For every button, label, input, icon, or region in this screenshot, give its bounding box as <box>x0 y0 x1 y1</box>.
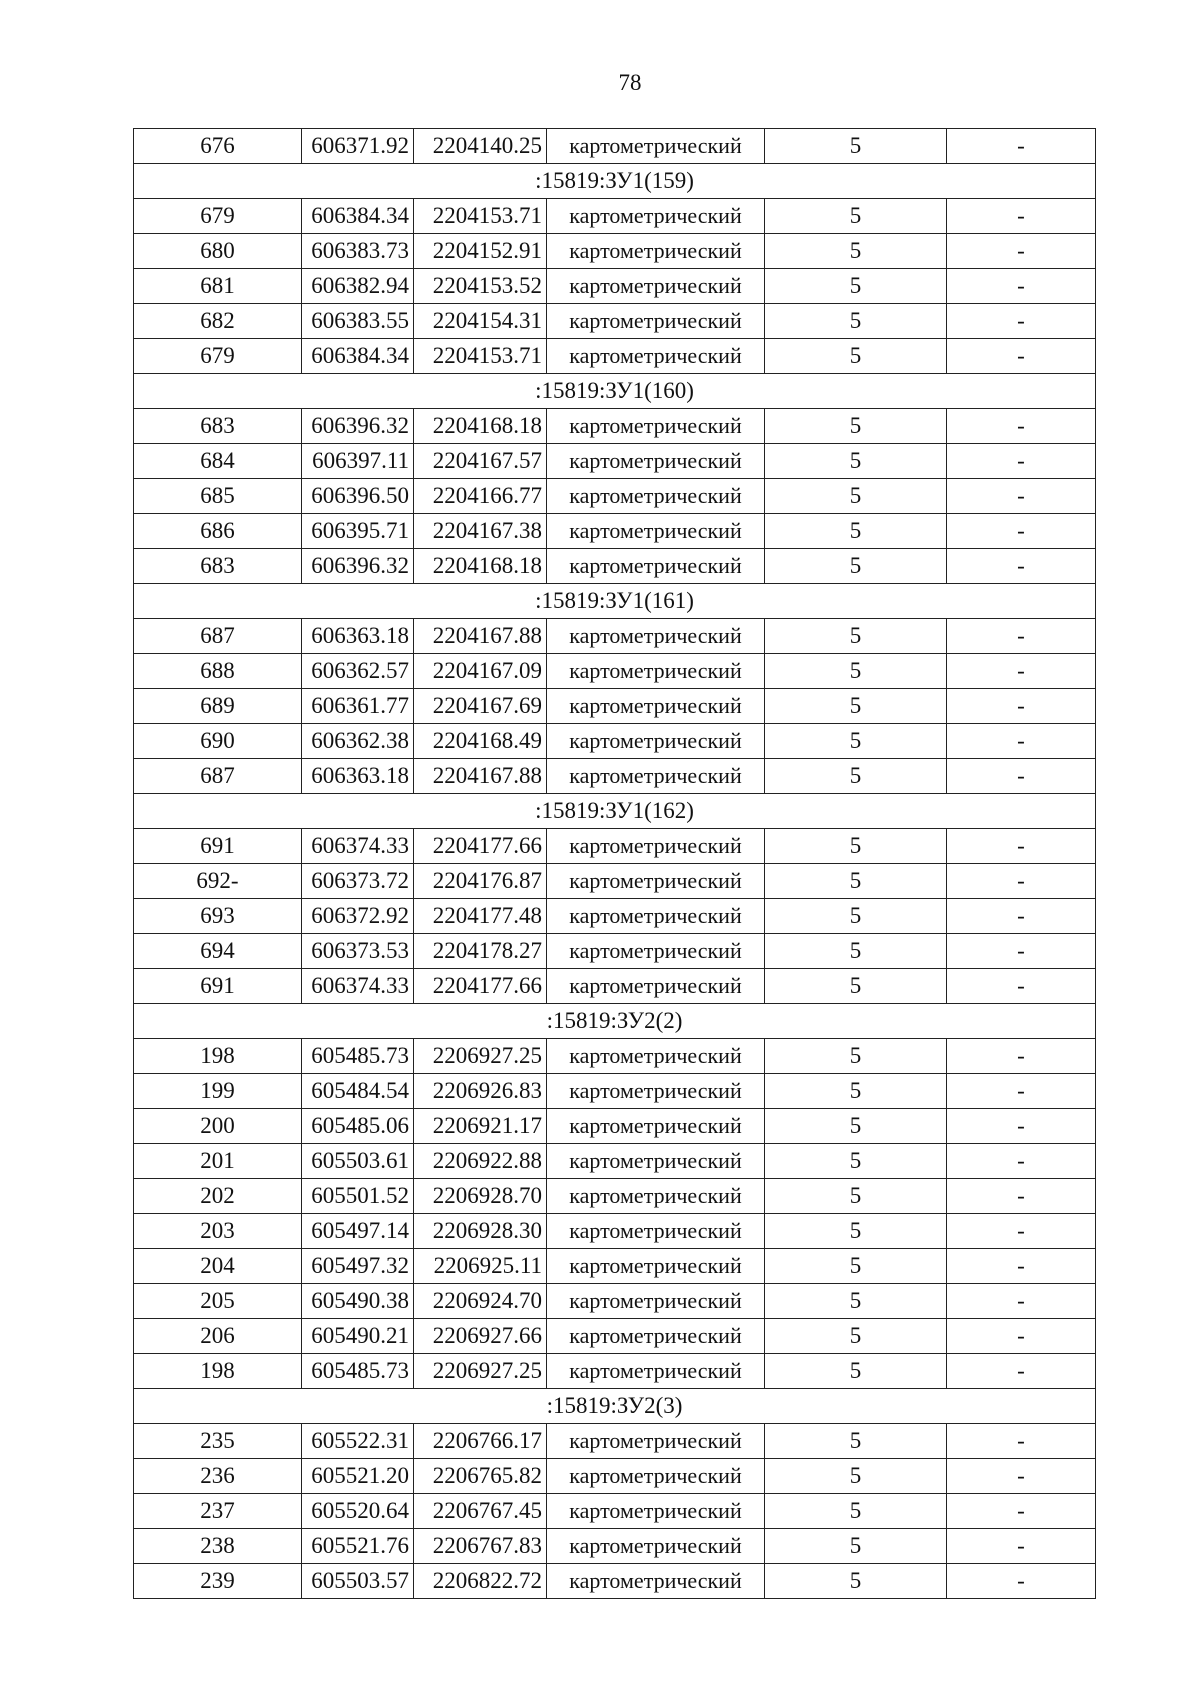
table-row <box>134 234 1096 269</box>
section-row <box>134 794 1096 829</box>
x-coordinate-cell: 605485.73 <box>302 1039 414 1074</box>
table-row <box>134 1109 1096 1144</box>
x-coordinate-cell: 606373.53 <box>302 934 414 969</box>
y-coordinate-cell: 2206928.70 <box>414 1179 547 1214</box>
method-cell: картометрический <box>547 864 765 899</box>
method-cell: картометрический <box>547 304 765 339</box>
note-cell: - <box>947 1494 1096 1529</box>
table-row <box>134 444 1096 479</box>
accuracy-cell: 5 <box>765 234 947 269</box>
y-coordinate-cell: 2206767.83 <box>414 1529 547 1564</box>
note-cell: - <box>947 1459 1096 1494</box>
y-coordinate-cell: 2204153.52 <box>414 269 547 304</box>
accuracy-cell: 5 <box>765 199 947 234</box>
method-cell: картометрический <box>547 409 765 444</box>
point-number-cell: 198 <box>134 1039 302 1074</box>
x-coordinate-cell: 605521.76 <box>302 1529 414 1564</box>
x-coordinate-cell: 605485.73 <box>302 1354 414 1389</box>
table-row <box>134 269 1096 304</box>
method-cell: картометрический <box>547 934 765 969</box>
table-row <box>134 1074 1096 1109</box>
note-cell: - <box>947 549 1096 584</box>
y-coordinate-cell: 2206767.45 <box>414 1494 547 1529</box>
table-row <box>134 1144 1096 1179</box>
table-row <box>134 759 1096 794</box>
accuracy-cell: 5 <box>765 339 947 374</box>
section-row <box>134 1389 1096 1424</box>
accuracy-cell: 5 <box>765 1109 947 1144</box>
method-cell: картометрический <box>547 1424 765 1459</box>
accuracy-cell: 5 <box>765 479 947 514</box>
x-coordinate-cell: 605501.52 <box>302 1179 414 1214</box>
accuracy-cell: 5 <box>765 549 947 584</box>
x-coordinate-cell: 605503.57 <box>302 1564 414 1599</box>
y-coordinate-cell: 2204177.66 <box>414 969 547 1004</box>
method-cell: картометрический <box>547 1179 765 1214</box>
x-coordinate-cell: 605521.20 <box>302 1459 414 1494</box>
x-coordinate-cell: 606383.73 <box>302 234 414 269</box>
table-row <box>134 1529 1096 1564</box>
method-cell: картометрический <box>547 759 765 794</box>
section-row <box>134 1004 1096 1039</box>
accuracy-cell: 5 <box>765 269 947 304</box>
point-number-cell: 686 <box>134 514 302 549</box>
table-row <box>134 1459 1096 1494</box>
accuracy-cell: 5 <box>765 304 947 339</box>
x-coordinate-cell: 605522.31 <box>302 1424 414 1459</box>
method-cell: картометрический <box>547 514 765 549</box>
accuracy-cell: 5 <box>765 1284 947 1319</box>
table-row <box>134 934 1096 969</box>
note-cell: - <box>947 724 1096 759</box>
accuracy-cell: 5 <box>765 1354 947 1389</box>
y-coordinate-cell: 2204167.09 <box>414 654 547 689</box>
accuracy-cell: 5 <box>765 409 947 444</box>
x-coordinate-cell: 606371.92 <box>302 129 414 164</box>
note-cell: - <box>947 1214 1096 1249</box>
point-number-cell: 200 <box>134 1109 302 1144</box>
page-number: 78 <box>618 70 642 95</box>
accuracy-cell: 5 <box>765 444 947 479</box>
coordinates-table-body <box>134 129 1096 1599</box>
method-cell: картометрический <box>547 724 765 759</box>
x-coordinate-cell: 606374.33 <box>302 829 414 864</box>
section-row <box>134 164 1096 199</box>
method-cell: картометрический <box>547 479 765 514</box>
x-coordinate-cell: 606396.50 <box>302 479 414 514</box>
accuracy-cell: 5 <box>765 934 947 969</box>
x-coordinate-cell: 606384.34 <box>302 339 414 374</box>
x-coordinate-cell: 606374.33 <box>302 969 414 1004</box>
note-cell: - <box>947 1284 1096 1319</box>
point-number-cell: 236 <box>134 1459 302 1494</box>
y-coordinate-cell: 2206822.72 <box>414 1564 547 1599</box>
note-cell: - <box>947 479 1096 514</box>
y-coordinate-cell: 2204167.88 <box>414 759 547 794</box>
y-coordinate-cell: 2204154.31 <box>414 304 547 339</box>
accuracy-cell: 5 <box>765 1249 947 1284</box>
table-row <box>134 514 1096 549</box>
section-row <box>134 584 1096 619</box>
accuracy-cell: 5 <box>765 899 947 934</box>
y-coordinate-cell: 2206926.83 <box>414 1074 547 1109</box>
method-cell: картометрический <box>547 339 765 374</box>
point-number-cell: 687 <box>134 619 302 654</box>
section-label: :15819:ЗУ2(2) <box>134 1004 1096 1039</box>
method-cell: картометрический <box>547 444 765 479</box>
table-row <box>134 724 1096 759</box>
method-cell: картометрический <box>547 1284 765 1319</box>
table-row <box>134 619 1096 654</box>
note-cell: - <box>947 339 1096 374</box>
note-cell: - <box>947 409 1096 444</box>
point-number-cell: 238 <box>134 1529 302 1564</box>
accuracy-cell: 5 <box>765 1179 947 1214</box>
point-number-cell: 689 <box>134 689 302 724</box>
y-coordinate-cell: 2204168.49 <box>414 724 547 759</box>
y-coordinate-cell: 2204167.57 <box>414 444 547 479</box>
method-cell: картометрический <box>547 654 765 689</box>
x-coordinate-cell: 606395.71 <box>302 514 414 549</box>
method-cell: картометрический <box>547 549 765 584</box>
note-cell: - <box>947 269 1096 304</box>
method-cell: картометрический <box>547 619 765 654</box>
accuracy-cell: 5 <box>765 1459 947 1494</box>
x-coordinate-cell: 606363.18 <box>302 759 414 794</box>
note-cell: - <box>947 1564 1096 1599</box>
method-cell: картометрический <box>547 269 765 304</box>
note-cell: - <box>947 1144 1096 1179</box>
method-cell: картометрический <box>547 1529 765 1564</box>
note-cell: - <box>947 199 1096 234</box>
section-label: :15819:ЗУ1(161) <box>134 584 1096 619</box>
note-cell: - <box>947 1354 1096 1389</box>
point-number-cell: 199 <box>134 1074 302 1109</box>
point-number-cell: 202 <box>134 1179 302 1214</box>
section-label: :15819:ЗУ1(159) <box>134 164 1096 199</box>
method-cell: картометрический <box>547 1074 765 1109</box>
point-number-cell: 679 <box>134 339 302 374</box>
y-coordinate-cell: 2206924.70 <box>414 1284 547 1319</box>
method-cell: картометрический <box>547 1564 765 1599</box>
method-cell: картометрический <box>547 899 765 934</box>
x-coordinate-cell: 605497.14 <box>302 1214 414 1249</box>
note-cell: - <box>947 444 1096 479</box>
point-number-cell: 694 <box>134 934 302 969</box>
note-cell: - <box>947 759 1096 794</box>
y-coordinate-cell: 2204177.66 <box>414 829 547 864</box>
method-cell: картометрический <box>547 689 765 724</box>
accuracy-cell: 5 <box>765 1494 947 1529</box>
point-number-cell: 691 <box>134 829 302 864</box>
y-coordinate-cell: 2204167.88 <box>414 619 547 654</box>
point-number-cell: 688 <box>134 654 302 689</box>
note-cell: - <box>947 829 1096 864</box>
section-label: :15819:ЗУ1(160) <box>134 374 1096 409</box>
method-cell: картометрический <box>547 1459 765 1494</box>
method-cell: картометрический <box>547 1354 765 1389</box>
point-number-cell: 680 <box>134 234 302 269</box>
point-number-cell: 683 <box>134 549 302 584</box>
y-coordinate-cell: 2206927.25 <box>414 1354 547 1389</box>
y-coordinate-cell: 2206921.17 <box>414 1109 547 1144</box>
x-coordinate-cell: 605484.54 <box>302 1074 414 1109</box>
x-coordinate-cell: 606384.34 <box>302 199 414 234</box>
method-cell: картометрический <box>547 969 765 1004</box>
accuracy-cell: 5 <box>765 1319 947 1354</box>
table-row <box>134 1214 1096 1249</box>
point-number-cell: 691 <box>134 969 302 1004</box>
section-label: :15819:ЗУ2(3) <box>134 1389 1096 1424</box>
y-coordinate-cell: 2206927.25 <box>414 1039 547 1074</box>
note-cell: - <box>947 899 1096 934</box>
y-coordinate-cell: 2204168.18 <box>414 549 547 584</box>
x-coordinate-cell: 606362.57 <box>302 654 414 689</box>
table-row <box>134 304 1096 339</box>
point-number-cell: 684 <box>134 444 302 479</box>
accuracy-cell: 5 <box>765 1564 947 1599</box>
table-row <box>134 899 1096 934</box>
note-cell: - <box>947 969 1096 1004</box>
y-coordinate-cell: 2206765.82 <box>414 1459 547 1494</box>
point-number-cell: 682 <box>134 304 302 339</box>
x-coordinate-cell: 606373.72 <box>302 864 414 899</box>
x-coordinate-cell: 605485.06 <box>302 1109 414 1144</box>
y-coordinate-cell: 2206925.11 <box>414 1249 547 1284</box>
y-coordinate-cell: 2204153.71 <box>414 199 547 234</box>
section-row <box>134 374 1096 409</box>
x-coordinate-cell: 606397.11 <box>302 444 414 479</box>
point-number-cell: 206 <box>134 1319 302 1354</box>
x-coordinate-cell: 605520.64 <box>302 1494 414 1529</box>
x-coordinate-cell: 606382.94 <box>302 269 414 304</box>
note-cell: - <box>947 129 1096 164</box>
note-cell: - <box>947 1109 1096 1144</box>
accuracy-cell: 5 <box>765 1144 947 1179</box>
y-coordinate-cell: 2206766.17 <box>414 1424 547 1459</box>
accuracy-cell: 5 <box>765 864 947 899</box>
y-coordinate-cell: 2204167.38 <box>414 514 547 549</box>
note-cell: - <box>947 234 1096 269</box>
point-number-cell: 692- <box>134 864 302 899</box>
table-row <box>134 1494 1096 1529</box>
note-cell: - <box>947 689 1096 724</box>
y-coordinate-cell: 2204167.69 <box>414 689 547 724</box>
method-cell: картометрический <box>547 1319 765 1354</box>
accuracy-cell: 5 <box>765 829 947 864</box>
note-cell: - <box>947 1039 1096 1074</box>
table-row <box>134 689 1096 724</box>
accuracy-cell: 5 <box>765 724 947 759</box>
note-cell: - <box>947 1179 1096 1214</box>
y-coordinate-cell: 2204168.18 <box>414 409 547 444</box>
point-number-cell: 693 <box>134 899 302 934</box>
accuracy-cell: 5 <box>765 1214 947 1249</box>
accuracy-cell: 5 <box>765 689 947 724</box>
section-label: :15819:ЗУ1(162) <box>134 794 1096 829</box>
point-number-cell: 687 <box>134 759 302 794</box>
table-row <box>134 1039 1096 1074</box>
accuracy-cell: 5 <box>765 1074 947 1109</box>
y-coordinate-cell: 2206928.30 <box>414 1214 547 1249</box>
method-cell: картометрический <box>547 129 765 164</box>
y-coordinate-cell: 2206922.88 <box>414 1144 547 1179</box>
method-cell: картометрический <box>547 829 765 864</box>
table-row <box>134 1179 1096 1214</box>
note-cell: - <box>947 1319 1096 1354</box>
x-coordinate-cell: 605503.61 <box>302 1144 414 1179</box>
accuracy-cell: 5 <box>765 1424 947 1459</box>
table-row <box>134 479 1096 514</box>
accuracy-cell: 5 <box>765 654 947 689</box>
y-coordinate-cell: 2204153.71 <box>414 339 547 374</box>
point-number-cell: 239 <box>134 1564 302 1599</box>
accuracy-cell: 5 <box>765 1529 947 1564</box>
note-cell: - <box>947 864 1096 899</box>
note-cell: - <box>947 1529 1096 1564</box>
note-cell: - <box>947 619 1096 654</box>
note-cell: - <box>947 1074 1096 1109</box>
table-row <box>134 1249 1096 1284</box>
note-cell: - <box>947 1249 1096 1284</box>
x-coordinate-cell: 606372.92 <box>302 899 414 934</box>
method-cell: картометрический <box>547 1039 765 1074</box>
point-number-cell: 685 <box>134 479 302 514</box>
accuracy-cell: 5 <box>765 619 947 654</box>
note-cell: - <box>947 1424 1096 1459</box>
table-row <box>134 1354 1096 1389</box>
method-cell: картометрический <box>547 199 765 234</box>
point-number-cell: 235 <box>134 1424 302 1459</box>
point-number-cell: 201 <box>134 1144 302 1179</box>
table-row <box>134 409 1096 444</box>
x-coordinate-cell: 605490.21 <box>302 1319 414 1354</box>
method-cell: картометрический <box>547 1144 765 1179</box>
point-number-cell: 204 <box>134 1249 302 1284</box>
y-coordinate-cell: 2204176.87 <box>414 864 547 899</box>
point-number-cell: 198 <box>134 1354 302 1389</box>
x-coordinate-cell: 606396.32 <box>302 549 414 584</box>
table-row <box>134 864 1096 899</box>
table-row <box>134 199 1096 234</box>
x-coordinate-cell: 606383.55 <box>302 304 414 339</box>
x-coordinate-cell: 606396.32 <box>302 409 414 444</box>
method-cell: картометрический <box>547 234 765 269</box>
x-coordinate-cell: 606361.77 <box>302 689 414 724</box>
y-coordinate-cell: 2204152.91 <box>414 234 547 269</box>
y-coordinate-cell: 2204140.25 <box>414 129 547 164</box>
y-coordinate-cell: 2204166.77 <box>414 479 547 514</box>
point-number-cell: 203 <box>134 1214 302 1249</box>
accuracy-cell: 5 <box>765 1039 947 1074</box>
point-number-cell: 205 <box>134 1284 302 1319</box>
x-coordinate-cell: 606363.18 <box>302 619 414 654</box>
point-number-cell: 690 <box>134 724 302 759</box>
y-coordinate-cell: 2204177.48 <box>414 899 547 934</box>
table-row <box>134 1424 1096 1459</box>
point-number-cell: 676 <box>134 129 302 164</box>
table-row <box>134 339 1096 374</box>
note-cell: - <box>947 514 1096 549</box>
note-cell: - <box>947 934 1096 969</box>
accuracy-cell: 5 <box>765 129 947 164</box>
point-number-cell: 237 <box>134 1494 302 1529</box>
table-row <box>134 1319 1096 1354</box>
table-row <box>134 129 1096 164</box>
y-coordinate-cell: 2206927.66 <box>414 1319 547 1354</box>
x-coordinate-cell: 606362.38 <box>302 724 414 759</box>
note-cell: - <box>947 654 1096 689</box>
x-coordinate-cell: 605497.32 <box>302 1249 414 1284</box>
accuracy-cell: 5 <box>765 969 947 1004</box>
method-cell: картометрический <box>547 1249 765 1284</box>
table-row <box>134 654 1096 689</box>
accuracy-cell: 5 <box>765 514 947 549</box>
point-number-cell: 683 <box>134 409 302 444</box>
accuracy-cell: 5 <box>765 759 947 794</box>
table-row <box>134 1564 1096 1599</box>
method-cell: картометрический <box>547 1214 765 1249</box>
note-cell: - <box>947 304 1096 339</box>
point-number-cell: 681 <box>134 269 302 304</box>
table-row <box>134 549 1096 584</box>
y-coordinate-cell: 2204178.27 <box>414 934 547 969</box>
coordinates-table <box>133 128 1096 1599</box>
method-cell: картометрический <box>547 1494 765 1529</box>
x-coordinate-cell: 605490.38 <box>302 1284 414 1319</box>
point-number-cell: 679 <box>134 199 302 234</box>
table-row <box>134 1284 1096 1319</box>
table-row <box>134 829 1096 864</box>
method-cell: картометрический <box>547 1109 765 1144</box>
table-row <box>134 969 1096 1004</box>
